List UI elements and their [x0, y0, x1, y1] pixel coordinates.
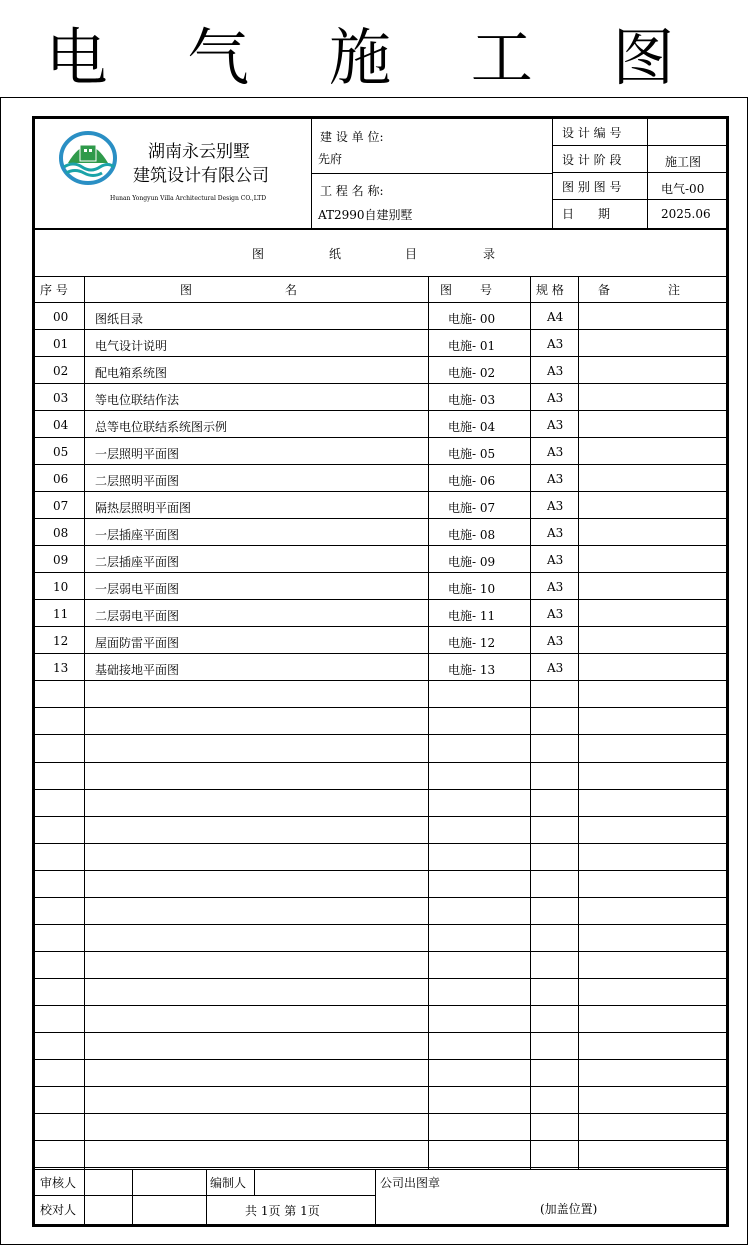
- row-num: 电施- 12: [448, 636, 496, 650]
- project-value: AT2990自建别墅: [318, 208, 413, 222]
- row-name: 总等电位联结系统图示例: [95, 420, 228, 434]
- row-num: 电施- 06: [448, 474, 496, 488]
- col-remark-b: 注: [668, 283, 681, 297]
- row-name: 一层插座平面图: [95, 528, 180, 542]
- row-spec: A3: [547, 391, 564, 405]
- row-seq: 11: [53, 607, 69, 621]
- stage-label: 设 计 阶 段: [562, 153, 622, 167]
- stamp-label: 公司出图章: [380, 1176, 441, 1190]
- row-name: 基础接地平面图: [95, 663, 180, 677]
- row-seq: 07: [53, 499, 69, 513]
- col-num-b: 号: [480, 283, 493, 297]
- row-num: 电施- 11: [448, 609, 496, 623]
- catalog-title-3: 目: [405, 247, 418, 261]
- row-name: 二层插座平面图: [95, 555, 180, 569]
- drawing-no-label: 图 别 图 号: [562, 180, 622, 194]
- row-name: 二层弱电平面图: [95, 609, 180, 623]
- row-num: 电施- 09: [448, 555, 496, 569]
- reviewer-label: 审核人: [40, 1176, 77, 1190]
- date-value: 2025.06: [661, 207, 711, 221]
- company-logo: [58, 131, 118, 185]
- row-seq: 02: [53, 364, 69, 378]
- row-spec: A3: [547, 337, 564, 351]
- design-no-label: 设 计 编 号: [562, 126, 622, 140]
- col-name-a: 图: [180, 283, 193, 297]
- row-num: 电施- 03: [448, 393, 496, 407]
- catalog-title-4: 录: [483, 247, 496, 261]
- row-spec: A3: [547, 472, 564, 486]
- row-num: 电施- 13: [448, 663, 496, 677]
- company-name-line1: 湖南永云别墅: [148, 142, 250, 162]
- row-spec: A3: [547, 607, 564, 621]
- row-seq: 03: [53, 391, 69, 405]
- row-name: 屋面防雷平面图: [95, 636, 180, 650]
- row-seq: 04: [53, 418, 69, 432]
- row-num: 电施- 05: [448, 447, 496, 461]
- row-seq: 13: [53, 661, 69, 675]
- row-spec: A3: [547, 445, 564, 459]
- catalog-title-1: 图: [252, 247, 265, 261]
- row-seq: 08: [53, 526, 69, 540]
- row-num: 电施- 01: [448, 339, 496, 353]
- row-spec: A3: [547, 634, 564, 648]
- company-name-en: Hunan Yongyun Villa Architectural Design CO.,LTD: [110, 195, 267, 202]
- row-name: 一层弱电平面图: [95, 582, 180, 596]
- row-seq: 09: [53, 553, 69, 567]
- row-name: 图纸目录: [95, 312, 144, 326]
- row-seq: 10: [53, 580, 69, 594]
- col-remark-a: 备: [598, 283, 611, 297]
- page-count: 共 1页 第 1页: [245, 1204, 320, 1218]
- row-num: 电施- 04: [448, 420, 496, 434]
- row-seq: 00: [53, 310, 69, 324]
- stamp-position: (加盖位置): [540, 1202, 598, 1216]
- row-num: 电施- 02: [448, 366, 496, 380]
- catalog-title-2: 纸: [329, 247, 342, 261]
- row-spec: A3: [547, 661, 564, 675]
- date-label: 日 期: [562, 207, 611, 221]
- row-seq: 05: [53, 445, 69, 459]
- company-name-line2: 建筑设计有限公司: [133, 166, 269, 186]
- row-spec: A3: [547, 553, 564, 567]
- row-seq: 01: [53, 337, 69, 351]
- row-name: 二层照明平面图: [95, 474, 180, 488]
- col-seq: 序 号: [40, 283, 68, 297]
- row-name: 隔热层照明平面图: [95, 501, 192, 515]
- drawing-no-value: 电气-00: [661, 182, 705, 196]
- row-spec: A3: [547, 364, 564, 378]
- row-spec: A3: [547, 580, 564, 594]
- checker-label: 校对人: [40, 1203, 77, 1217]
- row-num: 电施- 07: [448, 501, 496, 515]
- row-num: 电施- 08: [448, 528, 496, 542]
- row-name: 等电位联结作法: [95, 393, 180, 407]
- row-seq: 12: [53, 634, 69, 648]
- row-spec: A3: [547, 526, 564, 540]
- row-spec: A3: [547, 499, 564, 513]
- row-num: 电施- 00: [448, 312, 496, 326]
- drafter-label: 编制人: [210, 1176, 247, 1190]
- row-spec: A4: [547, 310, 564, 324]
- row-spec: A3: [547, 418, 564, 432]
- stage-value: 施工图: [665, 155, 702, 169]
- row-name: 一层照明平面图: [95, 447, 180, 461]
- client-value: 先府: [318, 152, 343, 166]
- client-label: 建 设 单 位:: [320, 130, 384, 144]
- col-num-a: 图: [440, 283, 453, 297]
- col-name-b: 名: [285, 283, 298, 297]
- page-title: 电 气 施 工 图: [45, 21, 705, 94]
- logo-emblem-icon: [58, 131, 118, 185]
- row-name: 电气设计说明: [95, 339, 168, 353]
- col-spec: 规 格: [536, 283, 564, 297]
- row-num: 电施- 10: [448, 582, 496, 596]
- project-label: 工 程 名 称:: [320, 184, 384, 198]
- row-seq: 06: [53, 472, 69, 486]
- row-name: 配电箱系统图: [95, 366, 168, 380]
